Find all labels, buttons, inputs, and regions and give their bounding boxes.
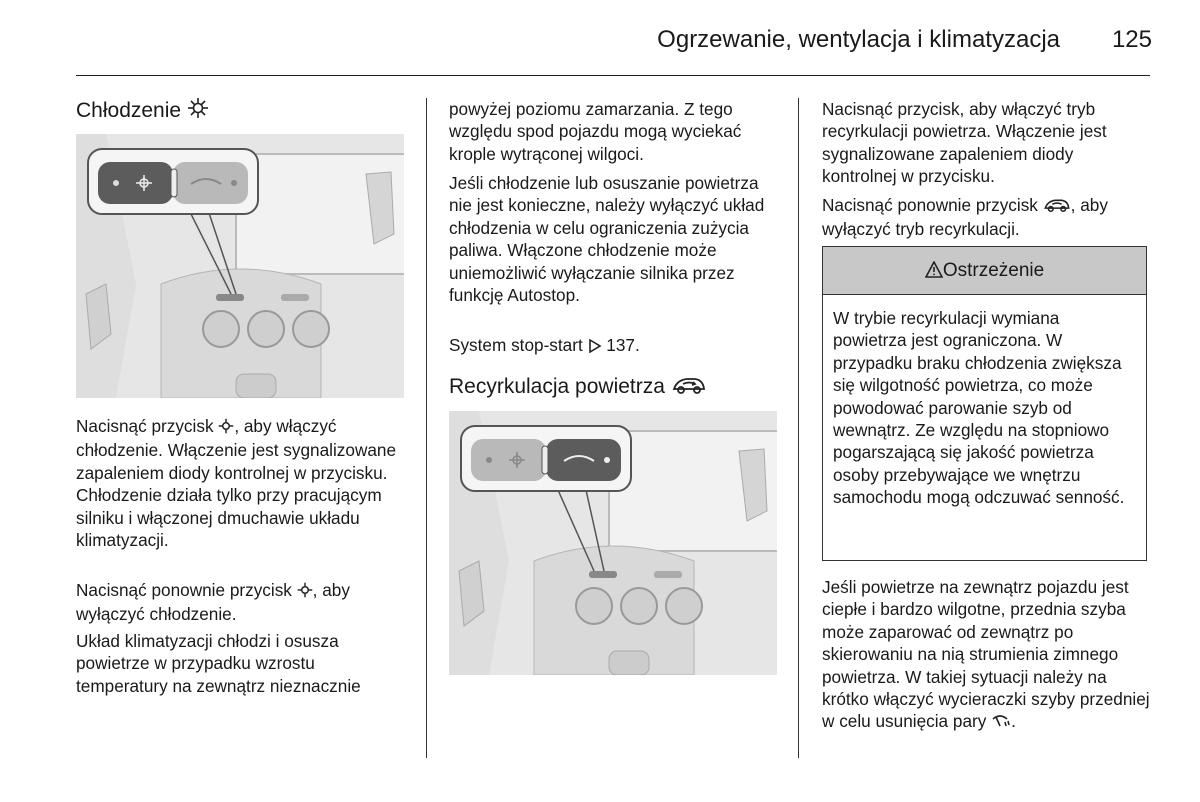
page-number: 125 <box>1111 26 1152 53</box>
recirculation-paragraph-3 <box>822 576 1152 735</box>
recirculation-icon <box>671 375 707 402</box>
cooling-p1-text-a: Nacisnąć przycisk <box>76 416 219 436</box>
windscreen-wiper-icon <box>991 712 1011 734</box>
column-divider-1 <box>426 98 427 758</box>
recirculation-p2-text-a: Nacisnąć ponownie przycisk <box>822 195 1043 215</box>
snowflake-ac-icon <box>218 417 234 439</box>
cooling-p2-text-b: , aby wyłączyć chłodzenie. <box>76 580 350 625</box>
cooling-paragraph-3: Układ klimatyzacji chłodzi i osusza powietrze w przypadku wzrostu temperatury na zewnątrz nieznacznie <box>76 631 361 696</box>
cooling-p1-text-b: , aby włączyć chłodzenie. Włączenie jest sygnalizowane zapaleniem diody kontrolnej w przycisku. Chłodzenie działa tylko przy pracującym silniku i włączonej dmuchawie układu klimatyzacji. <box>76 416 397 551</box>
warning-triangle-icon <box>925 249 943 297</box>
section-heading-cooling <box>76 97 209 126</box>
recirculation-heading-text: Recyrkulacja powietrza <box>449 375 665 398</box>
cooling-heading-text: Chłodzenie <box>76 99 182 122</box>
section-heading-recirculation <box>449 374 707 402</box>
recirculation-paragraph-1: Nacisnąć przycisk, aby włączyć tryb recyrkulacji powietrza. Włączenie jest sygnalizowane zapaleniem diody kontrolnej w przycisku. <box>822 99 1107 187</box>
recirculation-icon <box>1043 196 1071 218</box>
warning-title: Ostrzeżenie <box>942 260 1045 281</box>
ac-button-illustration <box>76 134 404 398</box>
column-divider-2 <box>798 98 799 758</box>
cooling-paragraph-1 <box>76 415 406 551</box>
warning-header <box>823 247 1146 295</box>
warning-box <box>822 246 1147 561</box>
recirculation-p3-end: . <box>1011 711 1016 732</box>
cooling-paragraph-4: powyżej poziomu zamarzania. Z tego względu spod pojazdu mogą wyciekać krople wytrąconej wilgoci. <box>449 99 742 164</box>
recirculation-p2-text-b: , aby wyłączyć tryb recyrkulacji. <box>822 195 1108 240</box>
cooling-paragraph-5: Jeśli chłodzenie lub osuszanie powietrza nie jest konieczne, należy wyłączyć układ chłodzenia w celu ograniczenia zużycia paliwa. Włączone chłodzenie może uniemożliwić wyłączanie silnika przez funkcję Autostop. <box>449 173 765 306</box>
page-header-title: Ogrzewanie, wentylacja i klimatyzacja <box>657 26 1060 53</box>
recirculation-p3-text: Jeśli powietrze na zewnątrz pojazdu jest ciepłe i bardzo wilgotne, przednia szyba może zaparować od zewnątrz po skierowaniu na nią strumienia zimnego powietrza. W takiej sytuacji należy na krótko włączyć wycieraczki szyby przedniej w celu usunięcia pary <box>822 577 1150 732</box>
snowflake-ac-icon <box>297 581 313 603</box>
recirculation-button-illustration <box>449 411 777 675</box>
stop-start-reference <box>449 334 779 358</box>
snowflake-ac-icon <box>187 97 209 126</box>
cooling-p2-text-a: Nacisnąć ponownie przycisk <box>76 580 297 600</box>
recirculation-paragraph-2 <box>822 194 1152 241</box>
stop-start-text: System stop-start <box>449 335 588 355</box>
arrow-reference-icon <box>588 336 602 358</box>
cooling-paragraph-2 <box>76 579 406 626</box>
warning-text: W trybie recyrkulacji wymiana powietrza jest ograniczona. W przypadku braku chłodzenia zwiększa się wilgotność powietrza, co może powodować parowanie szyb od wewnątrz. Ze względu na stopniowo pogarszającą się jakość powietrza osoby przebywające we wnętrzu samochodu mogą odczuwać senność. <box>833 308 1125 508</box>
header-divider <box>76 75 1150 76</box>
stop-start-page: 137. <box>601 335 640 355</box>
